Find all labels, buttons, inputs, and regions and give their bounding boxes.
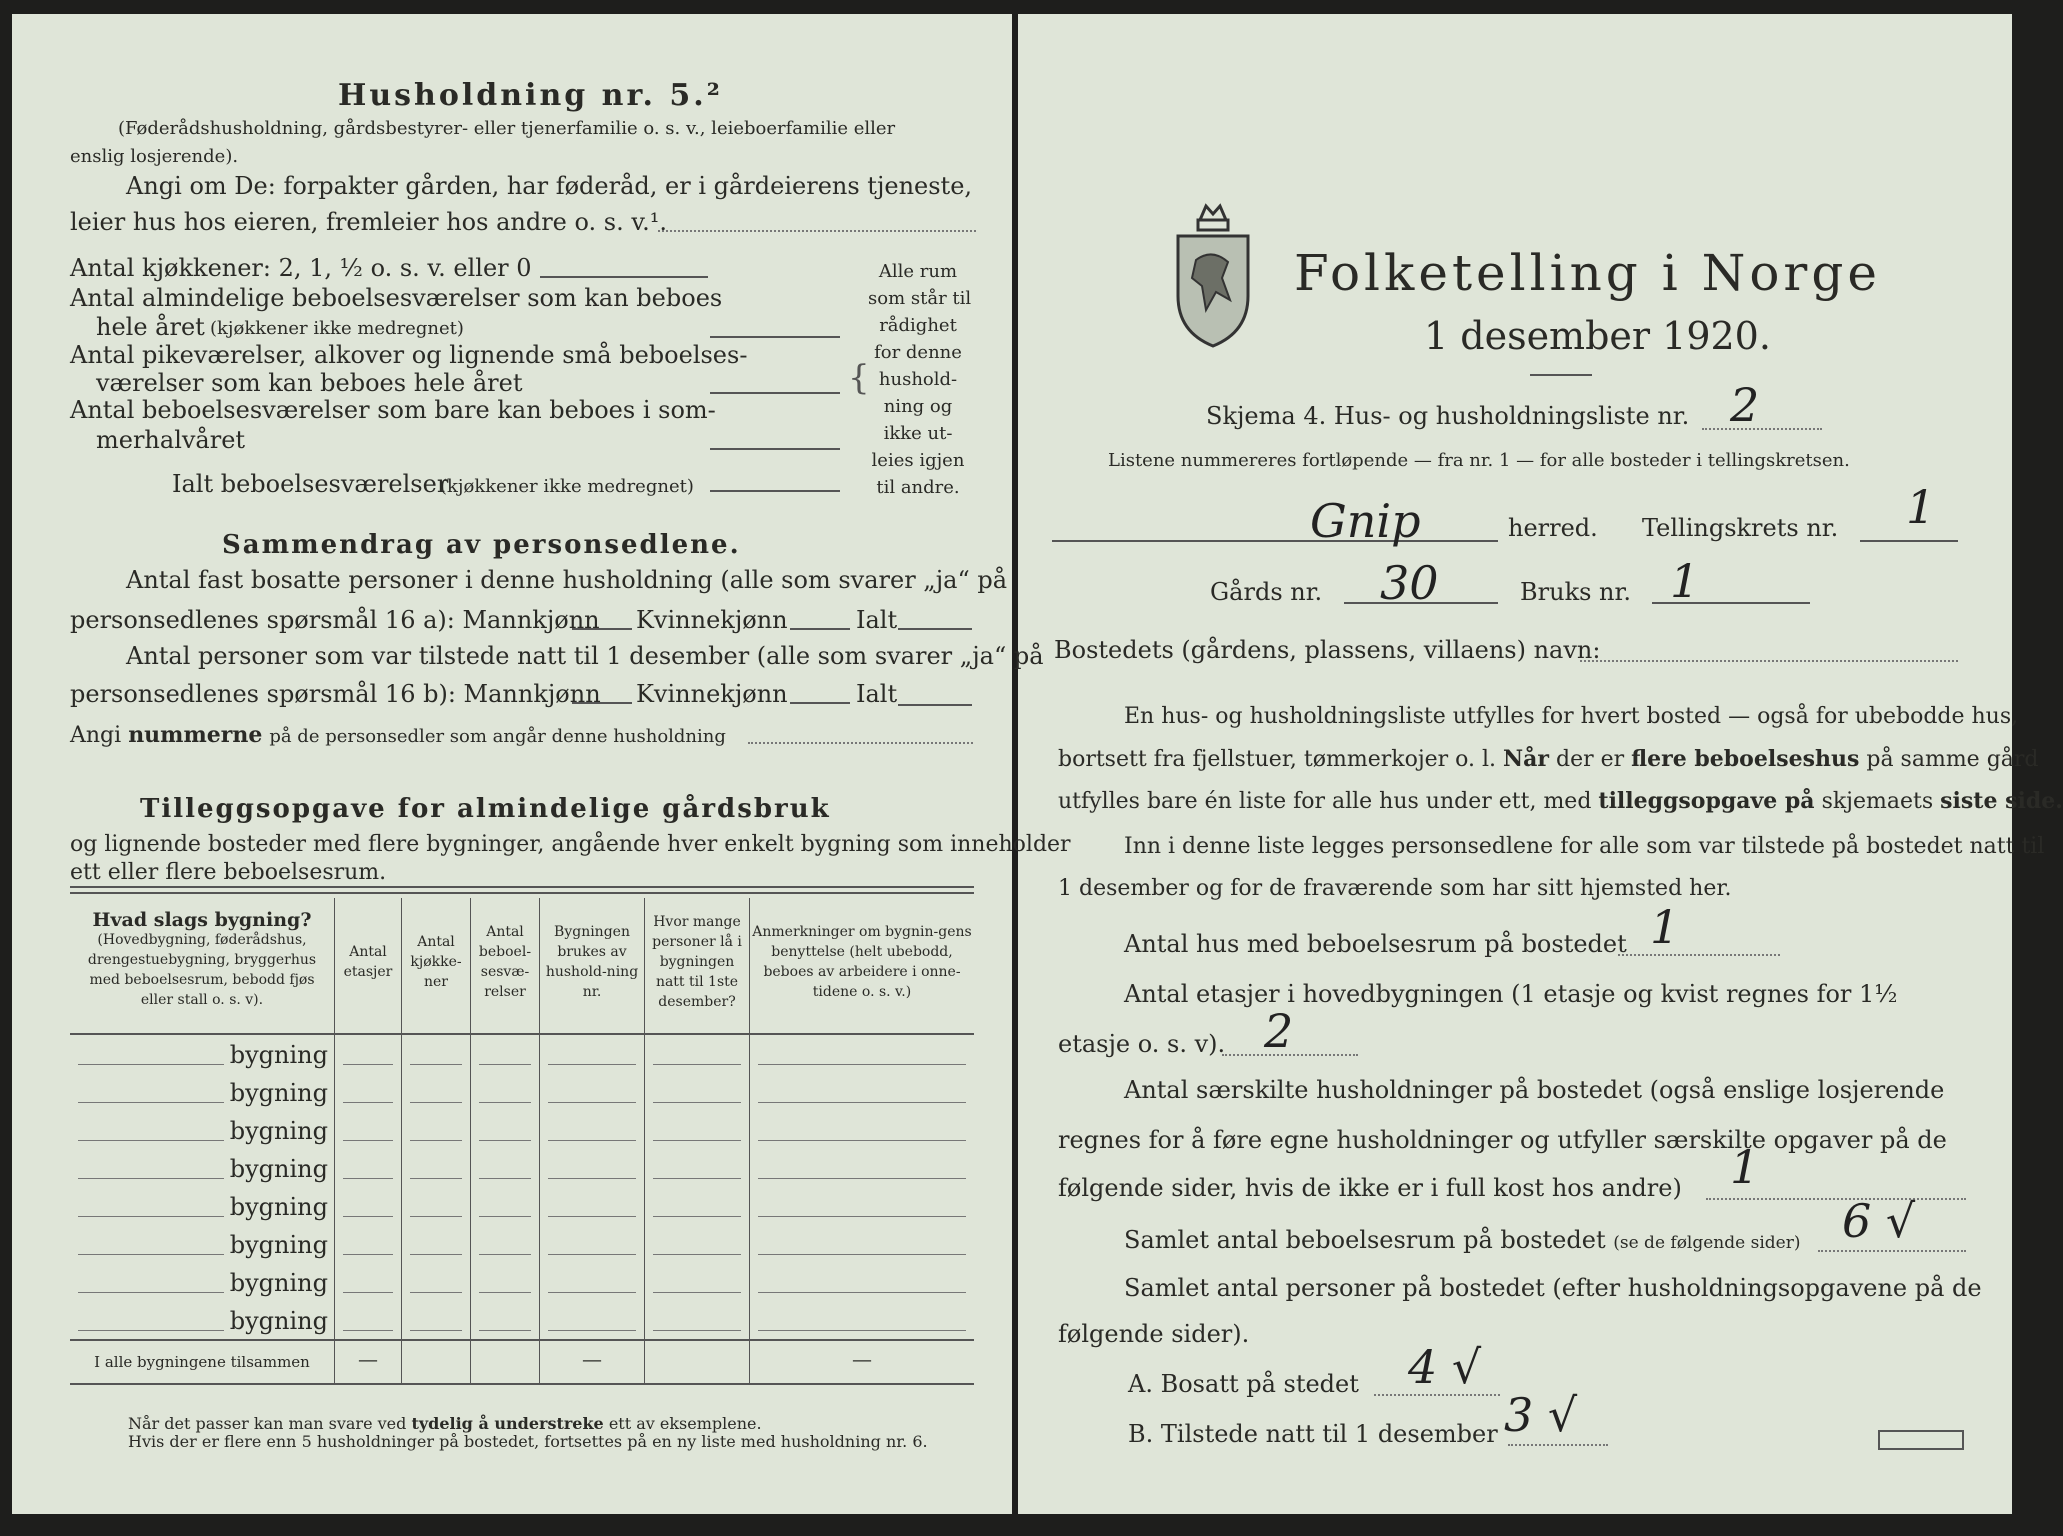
- households-label-1: Antal særskilte husholdninger på bostedet (også enslige losjerende: [1124, 1076, 1945, 1104]
- total-remarks[interactable]: —: [852, 1347, 872, 1371]
- cell-line: [548, 1102, 636, 1103]
- cell-line: [343, 1292, 393, 1293]
- household-title: Husholdning nr. 5.²: [338, 78, 723, 113]
- building-row: [70, 1301, 974, 1340]
- male-answer-2[interactable]: [572, 702, 632, 704]
- total-persons[interactable]: [645, 1340, 750, 1384]
- building-type-line[interactable]: [78, 1102, 224, 1103]
- building-cell[interactable]: [471, 1263, 540, 1301]
- building-type-line[interactable]: [78, 1178, 224, 1179]
- floors-label-2: etasje o. s. v).: [1058, 1030, 1226, 1058]
- households-value: 1: [1730, 1140, 1760, 1194]
- houses-label: Antal hus med beboelsesrum på bostedet: [1124, 930, 1627, 958]
- male-answer-1[interactable]: [572, 628, 632, 630]
- resident-label: A. Bosatt på stedet: [1128, 1370, 1359, 1398]
- cell-line: [548, 1330, 636, 1331]
- building-row: [70, 1149, 974, 1187]
- building-row: [70, 1034, 974, 1073]
- brace-note-line: ikke ut-: [883, 423, 953, 444]
- building-cell[interactable]: [471, 1301, 540, 1340]
- building-cell[interactable]: [645, 1225, 750, 1263]
- cell-line: [653, 1064, 741, 1065]
- building-cell[interactable]: [750, 1111, 975, 1149]
- para2-line2: 1 desember og for de fraværende som har sitt hjemsted her.: [1058, 876, 1732, 901]
- brace-note-line: for denne: [874, 342, 962, 363]
- cell-line: [758, 1330, 966, 1331]
- building-cell[interactable]: [402, 1073, 471, 1111]
- summary-title: Sammendrag av personsedlene.: [222, 530, 741, 560]
- brace-note-line: Alle rum: [878, 261, 958, 282]
- floors-value: 2: [1264, 1004, 1294, 1058]
- building-label: bygning: [229, 1231, 328, 1259]
- title-rule: [1530, 374, 1592, 376]
- small-rooms-answer[interactable]: [710, 392, 840, 394]
- cell-line: [343, 1140, 393, 1141]
- building-cell[interactable]: [471, 1225, 540, 1263]
- brace-note-line: rådighet: [879, 315, 957, 336]
- cell-line: [653, 1216, 741, 1217]
- building-cell[interactable]: [540, 1301, 645, 1340]
- building-cell[interactable]: [335, 1034, 402, 1073]
- building-type-line[interactable]: [78, 1140, 224, 1141]
- present-answer-line[interactable]: [1508, 1444, 1608, 1446]
- female-label-2: Kvinnekjønn: [636, 680, 788, 708]
- building-type-cell[interactable]: [70, 1111, 335, 1149]
- building-type-cell[interactable]: [70, 1301, 335, 1340]
- building-cell[interactable]: [335, 1187, 402, 1225]
- para1-line2: bortsett fra fjellstuer, tømmerkojer o. l. Når der er flere beboelseshus på samme gård: [1058, 746, 2039, 772]
- cell-line: [479, 1178, 531, 1179]
- header-persons: Hvor mange personer lå i bygningen natt til 1ste desember?: [645, 898, 750, 1034]
- building-cell[interactable]: [402, 1034, 471, 1073]
- cell-line: [548, 1292, 636, 1293]
- building-cell[interactable]: [540, 1111, 645, 1149]
- cell-line: [758, 1216, 966, 1217]
- houses-answer-line[interactable]: [1618, 954, 1780, 956]
- cell-line: [410, 1102, 462, 1103]
- gards-value: 30: [1380, 556, 1439, 610]
- rooms-answer[interactable]: [710, 336, 840, 338]
- rooms-total-value: 6 √: [1842, 1194, 1916, 1248]
- para1-line1: En hus- og husholdningsliste utfylles for hvert bosted — også for ubebodde hus,: [1124, 704, 2019, 729]
- header-rooms: Antal beboel-sesvæ-relser: [471, 898, 540, 1034]
- cell-line: [479, 1140, 531, 1141]
- building-cell[interactable]: [645, 1263, 750, 1301]
- building-cell[interactable]: [471, 1073, 540, 1111]
- header-kitchens: Antal kjøkke-ner: [402, 898, 471, 1034]
- rooms-label-2a: hele året: [96, 313, 205, 341]
- cell-line: [758, 1064, 966, 1065]
- building-type-line[interactable]: [78, 1254, 224, 1255]
- household-question-2: leier hus hos eieren, fremleier hos andre o. s. v.¹.: [70, 208, 667, 236]
- building-cell[interactable]: [540, 1073, 645, 1111]
- total-floors[interactable]: —: [335, 1340, 402, 1384]
- building-cell[interactable]: [540, 1034, 645, 1073]
- building-cell[interactable]: [335, 1263, 402, 1301]
- cell-line: [410, 1216, 462, 1217]
- cell-line: [758, 1178, 966, 1179]
- building-type-cell[interactable]: [70, 1073, 335, 1111]
- total-rooms[interactable]: [471, 1340, 540, 1384]
- building-cell[interactable]: [540, 1263, 645, 1301]
- building-type-line[interactable]: [78, 1330, 224, 1331]
- building-cell[interactable]: [540, 1149, 645, 1187]
- header-remarks: Anmerkninger om bygnin-gens benyttelse (helt ubebodd, beboes av arbeidere i onne-tidene o. s. v.): [752, 924, 972, 1000]
- total-kitchens[interactable]: [402, 1340, 471, 1384]
- total-answer-1[interactable]: [898, 628, 972, 630]
- cell-line: [548, 1140, 636, 1141]
- answer-line[interactable]: [658, 230, 976, 232]
- building-cell[interactable]: [335, 1149, 402, 1187]
- cell-line: [758, 1102, 966, 1103]
- buildings-table: [70, 898, 974, 1385]
- cell-line: [758, 1292, 966, 1293]
- schema-label: Skjema 4. Hus- og husholdningsliste nr.: [1206, 402, 1690, 430]
- households-answer-line[interactable]: [1706, 1198, 1966, 1200]
- building-type-cell[interactable]: [70, 1187, 335, 1225]
- building-row: [70, 1111, 974, 1149]
- numbers-line: Angi nummerne på de personsedler som angår denne husholdning: [70, 722, 726, 748]
- cell-line: [653, 1292, 741, 1293]
- bosted-answer-line[interactable]: [1580, 660, 1958, 662]
- floors-label-1: Antal etasjer i hovedbygningen (1 etasje og kvist regnes for 1½: [1124, 980, 1898, 1008]
- building-cell[interactable]: [471, 1187, 540, 1225]
- kitchens-answer[interactable]: [540, 276, 708, 278]
- household-intro: (Føderådshusholdning, gårdsbestyrer- eller tjenerfamilie o. s. v., leieboerfamilie eller: [118, 118, 896, 139]
- cell-line: [479, 1216, 531, 1217]
- footnote-1: Når det passer kan man svare ved tydelig å understreke ett av eksemplene.: [128, 1414, 762, 1433]
- rooms-label-1: Antal almindelige beboelsesværelser som kan beboes: [70, 284, 723, 312]
- building-cell[interactable]: [471, 1111, 540, 1149]
- building-cell[interactable]: [402, 1111, 471, 1149]
- summer-rooms-label-2: merhalvåret: [96, 426, 246, 454]
- para1-line3: utfylles bare én liste for alle hus under ett, med tilleggsopgave på skjemaets siste side.: [1058, 788, 2063, 814]
- building-cell[interactable]: [335, 1301, 402, 1340]
- resident-answer-line[interactable]: [1374, 1394, 1500, 1396]
- cell-line: [343, 1064, 393, 1065]
- building-cell[interactable]: [471, 1034, 540, 1073]
- building-label: bygning: [229, 1155, 328, 1183]
- extra-line-1: og lignende bosteder med flere bygninger, angående hver enkelt bygning som inneholder: [70, 832, 1071, 857]
- census-title: Folketelling i Norge: [1294, 244, 1881, 302]
- building-cell[interactable]: [750, 1263, 975, 1301]
- table-header-row: [70, 898, 974, 1034]
- cell-line: [410, 1330, 462, 1331]
- building-type-line[interactable]: [78, 1064, 224, 1065]
- building-cell[interactable]: [402, 1263, 471, 1301]
- extra-title: Tilleggsopgave for almindelige gårdsbruk: [140, 794, 831, 824]
- household-question-1: Angi om De: forpakter gården, har føderåd, er i gårdeierens tjeneste,: [126, 172, 973, 200]
- kitchens-label: Antal kjøkkener: 2, 1, ½ o. s. v. eller 0: [70, 254, 532, 282]
- rooms-total-answer-line[interactable]: [1818, 1250, 1966, 1252]
- building-cell[interactable]: [750, 1187, 975, 1225]
- total-answer-2[interactable]: [898, 704, 972, 706]
- building-cell[interactable]: [335, 1111, 402, 1149]
- rooms-total-label: Samlet antal beboelsesrum på bostedet (se de følgende sider): [1124, 1226, 1801, 1254]
- cell-line: [548, 1178, 636, 1179]
- building-label: bygning: [229, 1117, 328, 1145]
- header-household: Bygningen brukes av hushold-ning nr.: [540, 898, 645, 1034]
- brace-note-line: leies igjen: [871, 450, 965, 471]
- table-top-rule: [70, 886, 974, 888]
- gards-label: Gårds nr.: [1210, 578, 1323, 606]
- building-cell[interactable]: [335, 1073, 402, 1111]
- cell-line: [758, 1254, 966, 1255]
- cell-line: [343, 1216, 393, 1217]
- building-type-cell[interactable]: [70, 1225, 335, 1263]
- tellingskrets-value: 1: [1906, 480, 1936, 534]
- cell-line: [479, 1254, 531, 1255]
- resident-value: 4 √: [1408, 1340, 1482, 1394]
- building-label: bygning: [229, 1307, 328, 1335]
- cell-line: [653, 1178, 741, 1179]
- building-row: [70, 1073, 974, 1111]
- total-rooms-answer[interactable]: [710, 490, 840, 492]
- footnote-2: Hvis der er flere enn 5 husholdninger på bostedet, fortsettes på en ny liste med husholdning nr. 6.: [128, 1432, 928, 1451]
- cell-line: [410, 1064, 462, 1065]
- building-label: bygning: [229, 1041, 328, 1069]
- table-top-rule-2: [70, 892, 974, 894]
- building-cell[interactable]: [402, 1301, 471, 1340]
- schema-answer-line[interactable]: [1702, 428, 1822, 430]
- cell-line: [758, 1140, 966, 1141]
- summer-rooms-answer[interactable]: [710, 448, 840, 450]
- houses-value: 1: [1650, 900, 1680, 954]
- household-intro-2: enslig losjerende).: [70, 146, 239, 167]
- cell-line: [410, 1292, 462, 1293]
- building-cell[interactable]: [335, 1225, 402, 1263]
- cell-line: [343, 1254, 393, 1255]
- cell-line: [410, 1178, 462, 1179]
- bruks-value: 1: [1670, 554, 1700, 608]
- herred-label: herred.: [1508, 514, 1598, 542]
- total-rooms-label-a: Ialt beboelsesværelser: [172, 470, 449, 498]
- cell-line: [548, 1064, 636, 1065]
- cell-line: [653, 1140, 741, 1141]
- cell-line: [548, 1254, 636, 1255]
- brace-note-line: som står til: [868, 288, 972, 309]
- present-value: 3 √: [1504, 1388, 1578, 1442]
- building-cell[interactable]: [540, 1187, 645, 1225]
- numbering-note: Listene nummereres fortløpende — fra nr. 1 — for alle bosteder i tellingskretsen.: [1108, 450, 1850, 471]
- summary-line-1: Antal fast bosatte personer i denne husholdning (alle som svarer „ja“ på: [126, 566, 1008, 594]
- census-date: 1 desember 1920.: [1424, 314, 1771, 358]
- tellingskrets-label: Tellingskrets nr.: [1642, 514, 1839, 542]
- building-row: [70, 1225, 974, 1263]
- building-cell[interactable]: [402, 1225, 471, 1263]
- cell-line: [653, 1330, 741, 1331]
- brace: {: [848, 358, 870, 398]
- cell-line: [479, 1292, 531, 1293]
- norway-coat-of-arms-icon: [1172, 200, 1254, 350]
- bosted-label: Bostedets (gårdens, plassens, villaens) navn:: [1054, 636, 1601, 664]
- building-cell[interactable]: [645, 1301, 750, 1340]
- building-cell[interactable]: [645, 1111, 750, 1149]
- building-label: bygning: [229, 1269, 328, 1297]
- header-building-type: Hvad slags bygning? (Hovedbygning, føderådshus, drengestuebygning, bryggerhus med beboelsesrum, bebodd fjøs eller stall o. s. v).: [70, 898, 335, 1034]
- cell-line: [479, 1064, 531, 1065]
- building-type-line[interactable]: [78, 1216, 224, 1217]
- building-label: bygning: [229, 1193, 328, 1221]
- persons-label-2: følgende sider).: [1058, 1320, 1250, 1348]
- building-type-cell[interactable]: [70, 1034, 335, 1073]
- small-rooms-label-2: værelser som kan beboes hele året: [96, 369, 523, 397]
- bruks-label: Bruks nr.: [1520, 578, 1631, 606]
- herred-value: Gnip: [1310, 494, 1421, 548]
- total-label-2: Ialt: [856, 680, 898, 708]
- building-row: [70, 1263, 974, 1301]
- total-household[interactable]: —: [540, 1340, 645, 1384]
- extra-line-2: ett eller flere beboelsesrum.: [70, 860, 387, 885]
- printer-stamp: [1878, 1430, 1964, 1450]
- cell-line: [343, 1102, 393, 1103]
- summary-line-4: personsedlenes spørsmål 16 b): Mannkjønn: [70, 680, 601, 708]
- building-cell[interactable]: [645, 1034, 750, 1073]
- small-rooms-label-1: Antal pikeværelser, alkover og lignende små beboelses-: [70, 341, 748, 369]
- numbers-answer[interactable]: [748, 742, 973, 744]
- building-cell[interactable]: [750, 1073, 975, 1111]
- cell-line: [479, 1102, 531, 1103]
- total-label-1: Ialt: [856, 606, 898, 634]
- female-label-1: Kvinnekjønn: [636, 606, 788, 634]
- cell-line: [653, 1102, 741, 1103]
- building-type-cell[interactable]: [70, 1149, 335, 1187]
- households-label-3: følgende sider, hvis de ikke er i full kost hos andre): [1058, 1174, 1682, 1202]
- building-cell[interactable]: [750, 1034, 975, 1073]
- building-label: bygning: [229, 1079, 328, 1107]
- building-cell[interactable]: [750, 1149, 975, 1187]
- cell-line: [653, 1254, 741, 1255]
- cell-line: [548, 1216, 636, 1217]
- female-answer-2[interactable]: [790, 702, 850, 704]
- total-rooms-label-b: (kjøkkener ikke medregnet): [440, 476, 694, 497]
- building-cell[interactable]: [750, 1225, 975, 1263]
- brace-note-line: hushold-: [878, 369, 958, 390]
- total-row: [70, 1340, 974, 1384]
- building-cell[interactable]: [645, 1187, 750, 1225]
- building-cell[interactable]: [402, 1187, 471, 1225]
- persons-label-1: Samlet antal personer på bostedet (efter husholdningsopgavene på de: [1124, 1274, 1982, 1302]
- building-cell[interactable]: [750, 1301, 975, 1340]
- cell-line: [343, 1330, 393, 1331]
- total-row-label: I alle bygningene tilsammen: [70, 1340, 335, 1384]
- building-cell[interactable]: [402, 1149, 471, 1187]
- cell-line: [479, 1330, 531, 1331]
- cell-line: [410, 1140, 462, 1141]
- tellingskrets-line[interactable]: [1860, 540, 1958, 542]
- households-label-2: regnes for å føre egne husholdninger og utfyller særskilte opgaver på de: [1058, 1126, 1947, 1154]
- building-row: [70, 1187, 974, 1225]
- female-answer-1[interactable]: [790, 628, 850, 630]
- brace-note-line: til andre.: [876, 477, 960, 498]
- cell-line: [410, 1254, 462, 1255]
- building-cell[interactable]: [540, 1225, 645, 1263]
- building-cell[interactable]: [645, 1073, 750, 1111]
- header-floors: Antal etasjer: [335, 898, 402, 1034]
- building-cell[interactable]: [645, 1149, 750, 1187]
- brace-note-line: ning og: [883, 396, 953, 417]
- para2-line1: Inn i denne liste legges personsedlene for alle som var tilstede på bostedet natt til: [1124, 834, 2045, 859]
- herred-line[interactable]: [1052, 540, 1498, 542]
- building-cell[interactable]: [471, 1149, 540, 1187]
- cell-line: [343, 1178, 393, 1179]
- present-label: B. Tilstede natt til 1 desember: [1128, 1420, 1498, 1448]
- brace-note: [868, 258, 972, 501]
- building-type-line[interactable]: [78, 1292, 224, 1293]
- summary-line-2: personsedlenes spørsmål 16 a): Mannkjønn: [70, 606, 600, 634]
- building-type-cell[interactable]: [70, 1263, 335, 1301]
- rooms-label-2b: (kjøkkener ikke medregnet): [210, 318, 464, 339]
- schema-number: 2: [1730, 378, 1760, 432]
- summary-line-3: Antal personer som var tilstede natt til 1 desember (alle som svarer „ja“ på: [126, 642, 1044, 670]
- summer-rooms-label-1: Antal beboelsesværelser som bare kan beboes i som-: [70, 396, 716, 424]
